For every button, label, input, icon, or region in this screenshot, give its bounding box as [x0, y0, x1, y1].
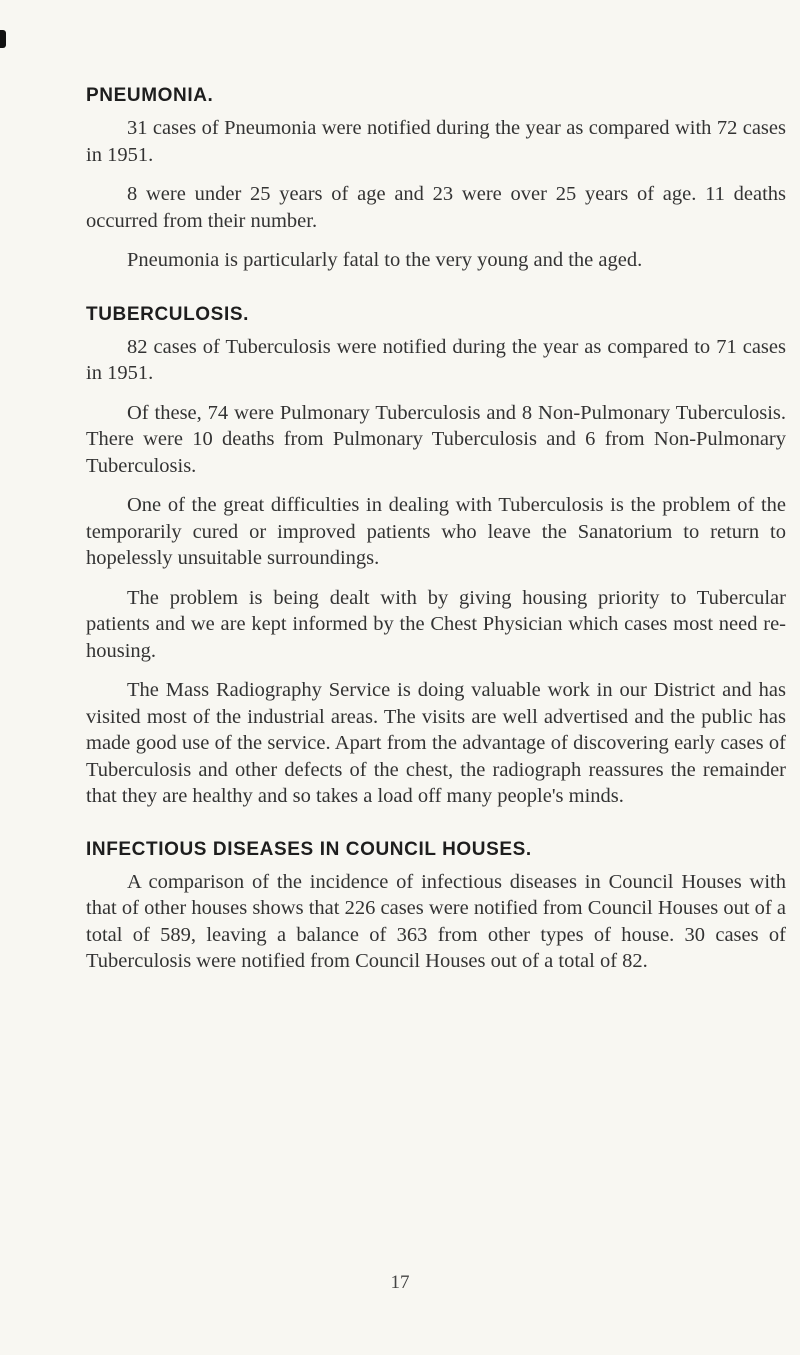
- paragraph: Of these, 74 were Pulmonary Tuberculosis and 8 Non-Pulmonary Tuberculosis. There were 10 deaths from Pulmonary Tuberculosis and 6 from Non-Pulmonary Tuberculosis.: [86, 401, 786, 477]
- paragraph: The problem is being dealt with by giving housing priority to Tubercular patients and we are kept informed by the Chest Physician which cases most need re-housing.: [86, 586, 786, 662]
- page-number: 17: [390, 1272, 410, 1293]
- paragraph: A comparison of the incidence of infectious diseases in Council Houses with that of other houses shows that 226 cases were notified from Council Houses out of a total of 589, leaving a balance of 363 from other types of house. 30 cases of Tuberculosis were notified from Council Houses out of a total of 82.: [86, 870, 786, 972]
- scan-edge-mark: [0, 30, 6, 48]
- section-heading: PNEUMONIA.: [86, 85, 214, 106]
- paragraph: One of the great difficulties in dealing with Tuberculosis is the problem of the temporarily cured or improved patients who leave the Sanatorium to return to hopelessly unsuitable surroundings.: [86, 494, 786, 569]
- section-tuberculosis: [86, 301, 786, 810]
- paragraph: 31 cases of Pneumonia were notified during the year as compared with 72 cases in 1951.: [86, 117, 786, 166]
- section-pneumonia: [86, 82, 786, 274]
- document-page: [86, 82, 786, 1001]
- paragraph: 82 cases of Tuberculosis were notified during the year as compared to 71 cases in 1951.: [86, 335, 786, 384]
- paragraph: 8 were under 25 years of age and 23 were over 25 years of age. 11 deaths occurred from their number.: [86, 183, 786, 232]
- paragraph: Pneumonia is particularly fatal to the very young and the aged.: [127, 249, 643, 271]
- paragraph: The Mass Radiography Service is doing valuable work in our District and has visited most of the industrial areas. The visits are well advertised and the public has made good use of the service. Apart from the advantage of discovering early cases of Tuberculosis and other defects of the chest, the radiograph reassures the remainder that they are healthy and so takes a load off many people's minds.: [86, 679, 786, 807]
- section-heading: TUBERCULOSIS.: [86, 303, 249, 325]
- section-infectious-diseases-council-houses: [86, 836, 786, 975]
- section-heading: INFECTIOUS DISEASES IN COUNCIL HOUSES.: [86, 838, 532, 860]
